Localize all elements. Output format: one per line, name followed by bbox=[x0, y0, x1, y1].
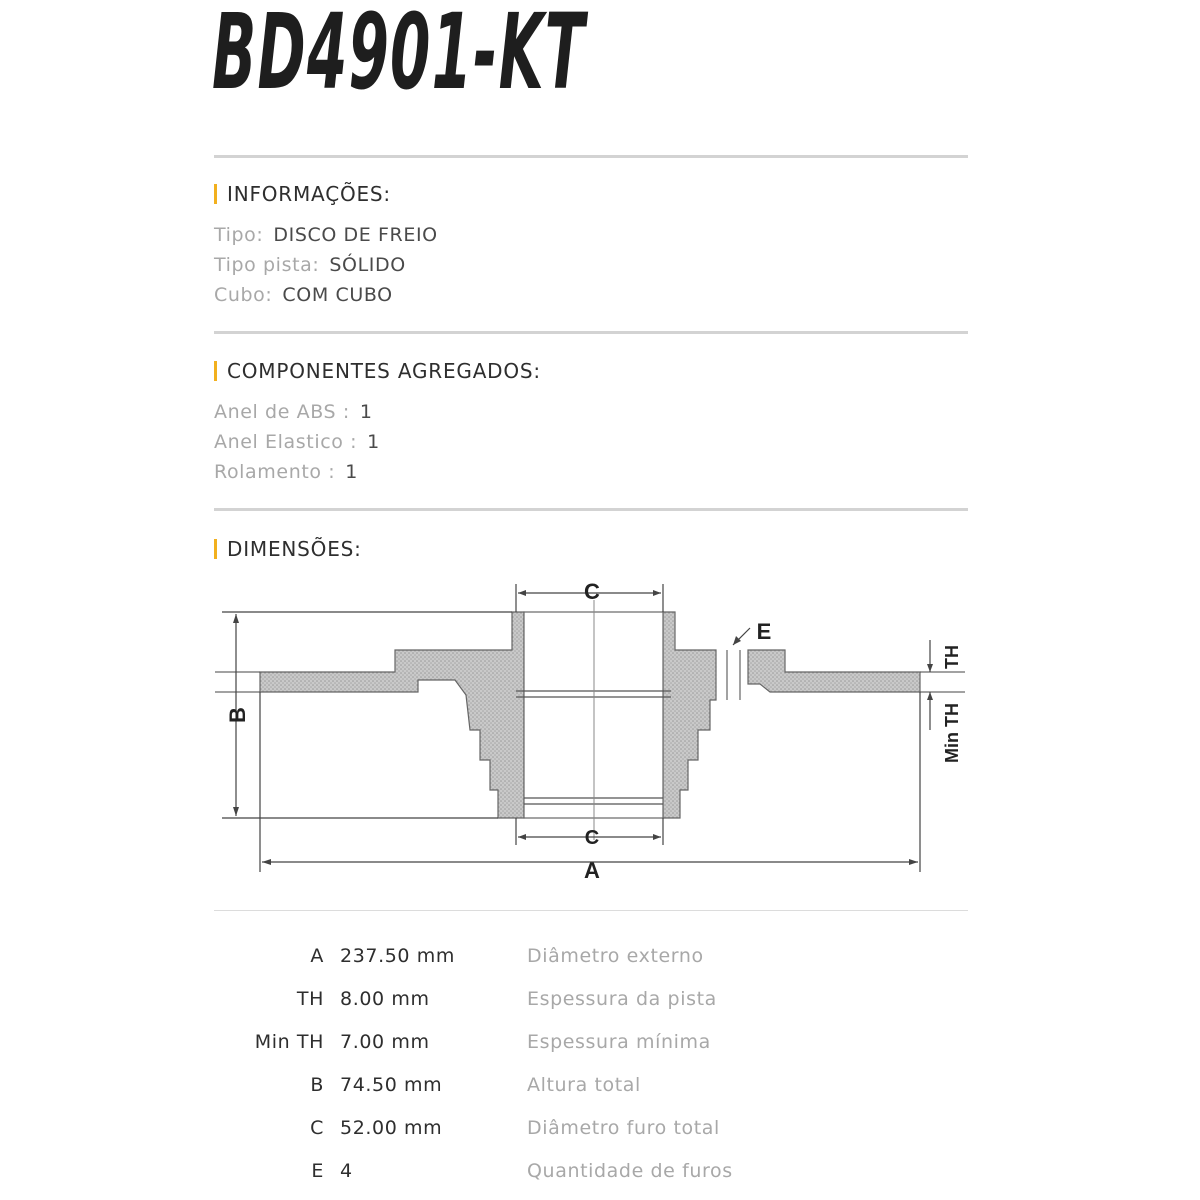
dimension-symbol: E bbox=[311, 1160, 324, 1182]
arrowhead bbox=[262, 859, 271, 865]
component-row-snap-ring bbox=[214, 431, 380, 453]
arrowhead bbox=[927, 664, 933, 672]
dimension-value: 52.00 mm bbox=[340, 1117, 443, 1139]
info-label: Cubo: bbox=[214, 284, 273, 306]
dimension-value: 4 bbox=[340, 1160, 353, 1182]
divider bbox=[214, 155, 968, 158]
info-label: Tipo pista: bbox=[214, 254, 320, 276]
dimension-symbol: TH bbox=[296, 988, 324, 1010]
accent-bar bbox=[214, 361, 217, 381]
dimension-description: Diâmetro externo bbox=[527, 945, 704, 967]
components-heading-text: COMPONENTES AGREGADOS: bbox=[227, 359, 541, 383]
accent-bar bbox=[214, 539, 217, 559]
dim-label-c-top: C bbox=[584, 579, 600, 604]
dimension-symbol: B bbox=[310, 1074, 324, 1096]
dimension-symbol: A bbox=[310, 945, 324, 967]
dim-label-a: A bbox=[584, 858, 600, 883]
dimensions-heading bbox=[214, 537, 362, 561]
dimension-description: Espessura da pista bbox=[527, 988, 717, 1010]
dimension-symbol: Min TH bbox=[254, 1031, 324, 1053]
component-row-abs-ring bbox=[214, 401, 373, 423]
component-value: 1 bbox=[367, 431, 380, 453]
components-heading bbox=[214, 359, 541, 383]
product-code-title: BD4901-KT bbox=[212, 0, 586, 113]
component-label: Anel Elastico : bbox=[214, 431, 358, 453]
divider bbox=[214, 508, 968, 511]
arrowhead bbox=[927, 692, 933, 700]
arrowhead bbox=[733, 636, 741, 645]
info-heading-text: INFORMAÇÕES: bbox=[227, 182, 391, 206]
divider bbox=[214, 331, 968, 334]
dimension-symbol: C bbox=[310, 1117, 324, 1139]
info-value: SÓLIDO bbox=[329, 254, 406, 276]
divider bbox=[214, 910, 968, 911]
accent-bar bbox=[214, 184, 217, 204]
dimension-row bbox=[214, 1117, 974, 1157]
info-value: DISCO DE FREIO bbox=[273, 224, 438, 246]
dimension-description: Quantidade de furos bbox=[527, 1160, 733, 1182]
brake-disc-cross-section-diagram bbox=[205, 570, 985, 890]
info-value: COM CUBO bbox=[282, 284, 393, 306]
arrowhead bbox=[233, 807, 239, 816]
dimension-value: 8.00 mm bbox=[340, 988, 430, 1010]
arrowhead bbox=[518, 590, 526, 596]
dim-label-e: E bbox=[756, 619, 772, 644]
info-heading bbox=[214, 182, 391, 206]
component-value: 1 bbox=[359, 401, 373, 423]
dimension-row bbox=[214, 1074, 974, 1114]
dim-label-th: TH bbox=[942, 645, 962, 669]
arrowhead bbox=[233, 614, 239, 623]
dimension-row bbox=[214, 945, 974, 985]
arrowhead bbox=[909, 859, 918, 865]
info-row-hub bbox=[214, 284, 393, 306]
dim-label-b: B bbox=[225, 707, 250, 723]
info-row-track-type bbox=[214, 254, 406, 276]
dimension-row bbox=[214, 1160, 974, 1200]
dim-label-c-bottom: C bbox=[584, 827, 600, 849]
left-section-shape bbox=[260, 612, 524, 818]
dimension-value: 7.00 mm bbox=[340, 1031, 430, 1053]
dimension-description: Espessura mínima bbox=[527, 1031, 711, 1053]
dimension-description: Altura total bbox=[527, 1074, 641, 1096]
info-label: Tipo: bbox=[214, 224, 264, 246]
dim-label-min-th: Min TH bbox=[942, 703, 962, 763]
arrowhead bbox=[518, 834, 526, 840]
right-disc-shape bbox=[748, 650, 920, 692]
dimension-description: Diâmetro furo total bbox=[527, 1117, 720, 1139]
dimension-value: 74.50 mm bbox=[340, 1074, 443, 1096]
component-row-bearing bbox=[214, 461, 358, 483]
dimensions-heading-text: DIMENSÕES: bbox=[227, 537, 362, 561]
info-row-type bbox=[214, 224, 438, 246]
arrowhead bbox=[653, 834, 661, 840]
right-hub-shape bbox=[663, 612, 716, 818]
dimension-value: 237.50 mm bbox=[340, 945, 455, 967]
component-label: Anel de ABS : bbox=[214, 401, 350, 423]
component-label: Rolamento : bbox=[214, 461, 336, 483]
dimension-row bbox=[214, 1031, 974, 1071]
arrowhead bbox=[653, 590, 661, 596]
component-value: 1 bbox=[345, 461, 358, 483]
dimension-row bbox=[214, 988, 974, 1028]
